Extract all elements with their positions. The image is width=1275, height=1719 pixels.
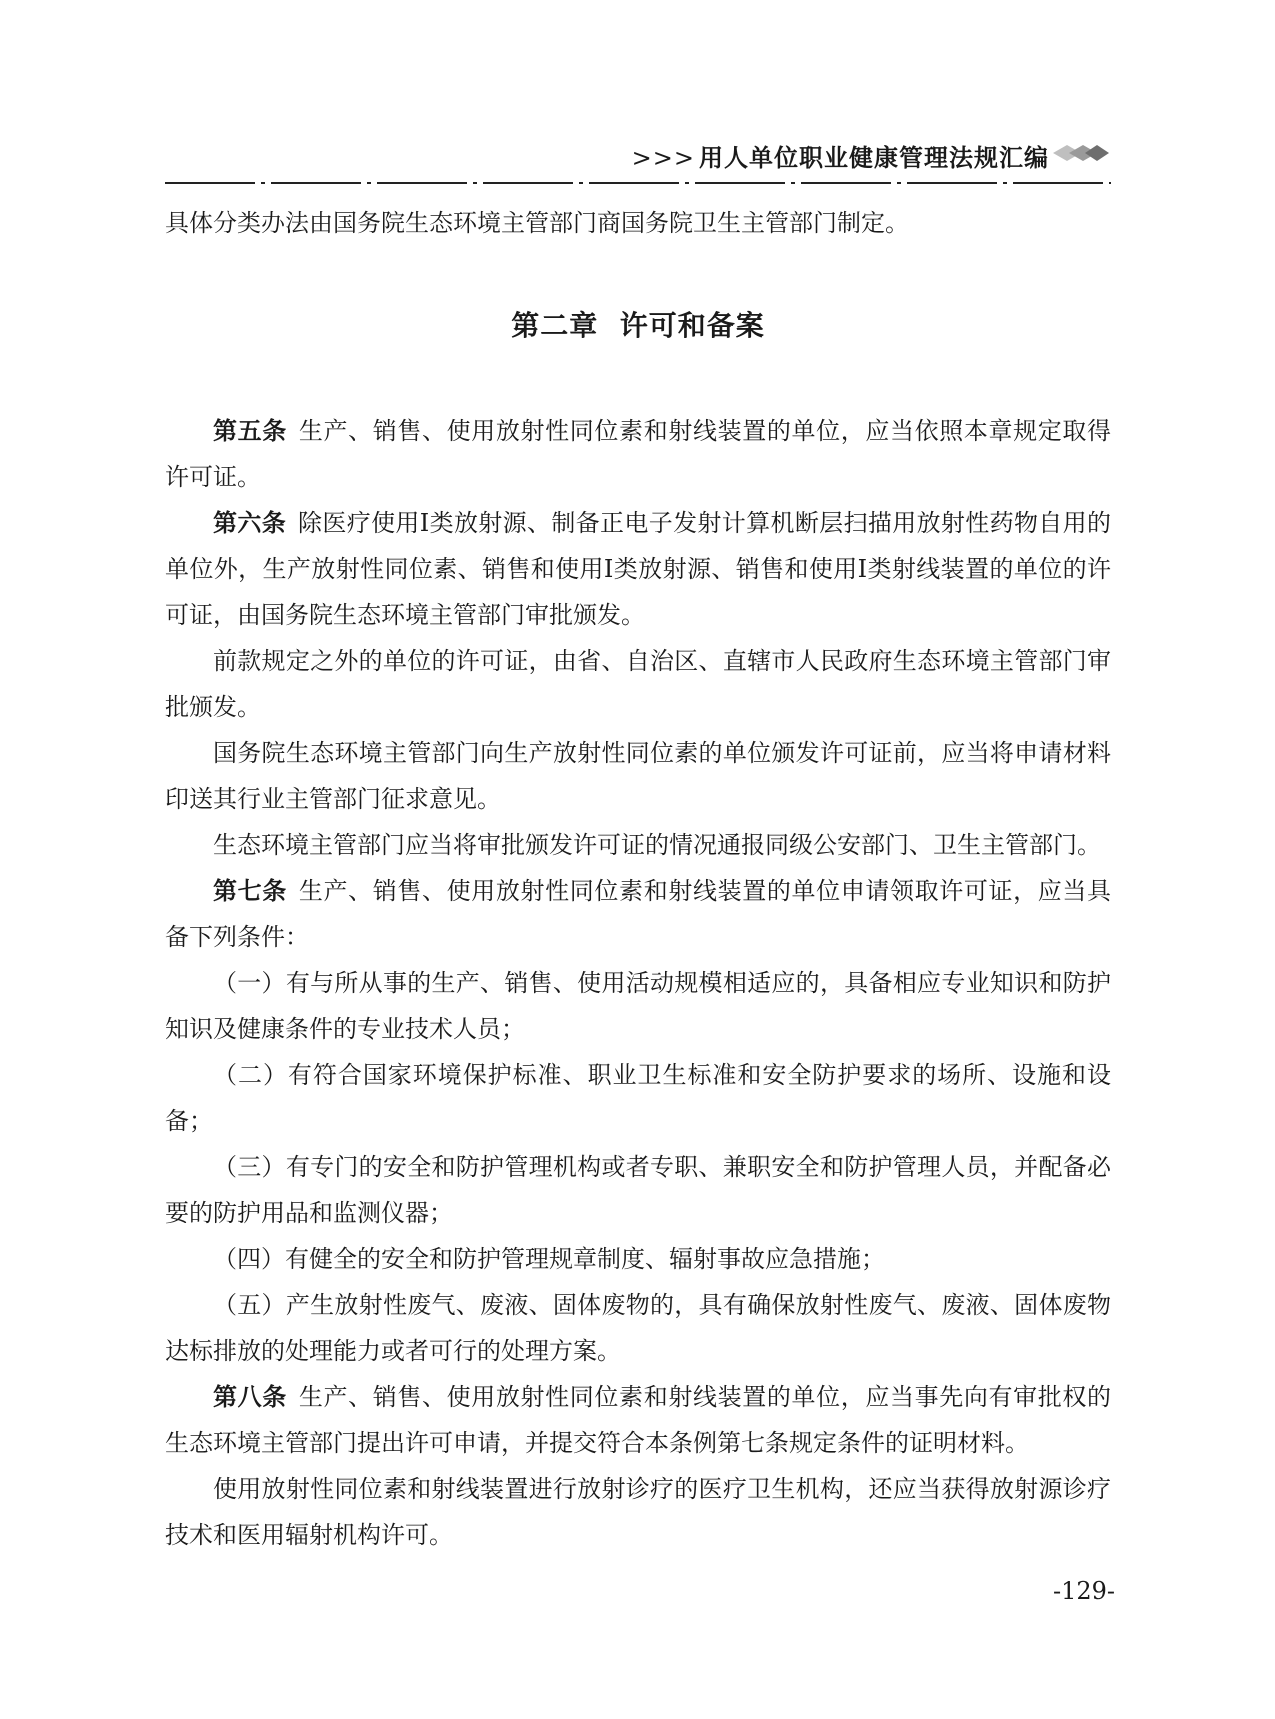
page-body [165, 200, 1111, 1558]
article-label: 第六条 [213, 509, 287, 537]
paragraph: 生态环境主管部门应当将审批颁发许可证的情况通报同级公安部门、卫生主管部门。 [213, 831, 1101, 859]
header-arrows: >>> [631, 144, 695, 172]
article-text: 生产、销售、使用放射性同位素和射线装置的单位，应当事先向有审批权的生态环境主管部门提出许可申请，并提交符合本条例第七条规定条件的证明材料。 [165, 1383, 1112, 1457]
article-label: 第八条 [213, 1383, 287, 1411]
article-7 [165, 868, 1111, 960]
article-6 [165, 500, 1111, 638]
paragraph: 使用放射性同位素和射线装置进行放射诊疗的医疗卫生机构，还应当获得放射源诊疗技术和医用辐射机构许可。 [165, 1475, 1111, 1549]
article-text: 生产、销售、使用放射性同位素和射线装置的单位，应当依照本章规定取得许可证。 [165, 417, 1112, 491]
condition-item: （一）有与所从事的生产、销售、使用活动规模相适应的，具备相应专业知识和防护知识及健康条件的专业技术人员； [165, 969, 1111, 1043]
paragraph: 前款规定之外的单位的许可证，由省、自治区、直辖市人民政府生态环境主管部门审批颁发。 [165, 647, 1111, 721]
condition-item: （五）产生放射性废气、废液、固体废物的，具有确保放射性废气、废液、固体废物达标排放的处理能力或者可行的处理方案。 [165, 1291, 1111, 1365]
article-text: 生产、销售、使用放射性同位素和射线装置的单位申请领取许可证，应当具备下列条件： [165, 877, 1112, 951]
article-5 [165, 408, 1111, 500]
paragraph: 国务院生态环境主管部门向生产放射性同位素的单位颁发许可证前，应当将申请材料印送其行业主管部门征求意见。 [165, 739, 1111, 813]
article-label: 第七条 [213, 877, 287, 905]
article-label: 第五条 [213, 417, 287, 445]
book-title-text: 用人单位职业健康管理法规汇编 [699, 143, 1049, 172]
header-divider [165, 178, 1111, 188]
chapter-title: 第二章 许可和备案 [511, 309, 765, 342]
page-number: -129- [1052, 1577, 1115, 1605]
article-8 [165, 1374, 1111, 1466]
condition-item: （四）有健全的安全和防护管理规章制度、辐射事故应急措施； [213, 1245, 885, 1273]
running-header [165, 134, 1111, 174]
condition-item: （三）有专门的安全和防护管理机构或者专职、兼职安全和防护管理人员，并配备必要的防护用品和监测仪器； [165, 1153, 1111, 1227]
condition-item: （二）有符合国家环境保护标准、职业卫生标准和安全防护要求的场所、设施和设备； [165, 1061, 1111, 1135]
book-title [632, 138, 1049, 173]
carryover-paragraph: 具体分类办法由国务院生态环境主管部门商国务院卫生主管部门制定。 [165, 209, 909, 237]
article-text: 除医疗使用Ⅰ类放射源、制备正电子发射计算机断层扫描用放射性药物自用的单位外，生产放射性同位素、销售和使用Ⅰ类放射源、销售和使用Ⅰ类射线装置的单位的许可证，由国务院生态环境主管部门审批颁发。 [165, 509, 1111, 629]
diamond-ornament-icon [1051, 140, 1111, 166]
